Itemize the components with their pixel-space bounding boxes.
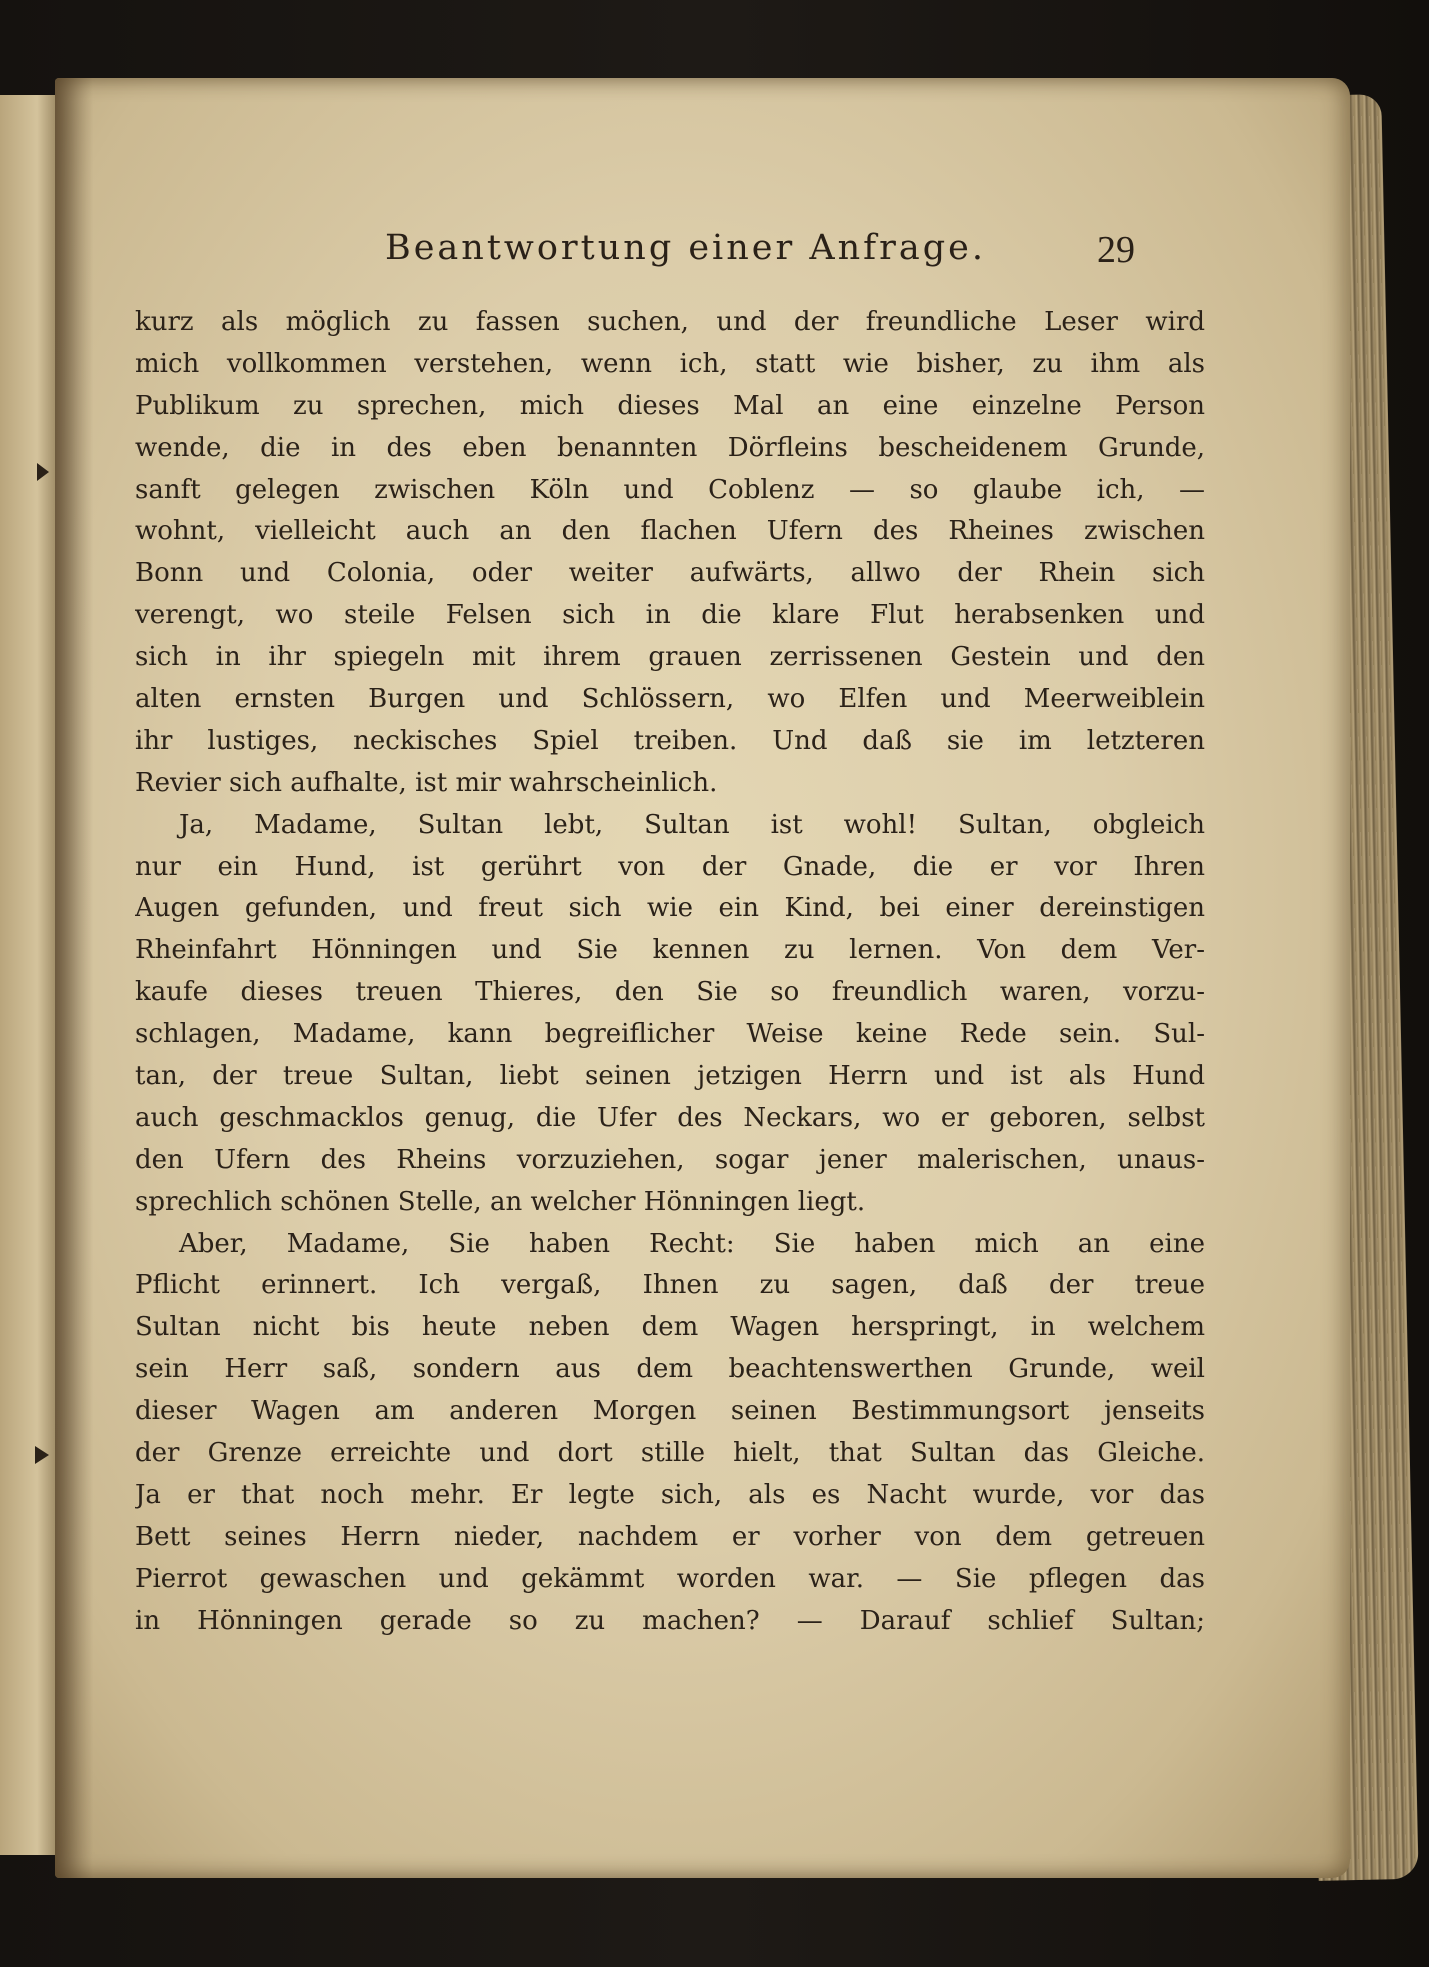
facing-page-edge [0,95,62,1855]
text-line: Rheinfahrt Hönningen und Sie kennen zu lernen. Von dem Ver- [135,935,1205,966]
running-title: Beantwortung einer Anfrage. [385,228,986,268]
text-line: in Hönningen gerade so zu machen? — Darauf schlief Sultan; [135,1605,1205,1636]
text-line: Pierrot gewaschen und gekämmt worden war. — Sie pflegen das [135,1563,1205,1594]
text-line: kaufe dieses treuen Thieres, den Sie so freundlich waren, vorzu- [135,977,1205,1008]
page-header [55,228,1350,288]
text-line: tan, der treue Sultan, liebt seinen jetzigen Herrn und ist als Hund [135,1061,1205,1092]
text-line: sanft gelegen zwischen Köln und Coblenz — so glaube ich, — [135,474,1205,505]
text-line: Bett seines Herrn nieder, nachdem er vorher von dem getreuen [135,1521,1205,1552]
text-line: Pflicht erinnert. Ich vergaß, Ihnen zu sagen, daß der treue [135,1270,1205,1301]
text-line: kurz als möglich zu fassen suchen, und der freundliche Leser wird [135,307,1205,337]
text-line: alten ernsten Burgen und Schlössern, wo Elfen und Meerweiblein [135,684,1205,715]
text-line: nur ein Hund, ist gerührt von der Gnade, die er vor Ihren [135,851,1205,882]
text-line: auch geschmacklos genug, die Ufer des Neckars, wo er geboren, selbst [135,1102,1205,1133]
text-line: sprechlich schönen Stelle, an welcher Hönningen liegt. [135,1186,866,1217]
text-line: verengt, wo steile Felsen sich in die klare Flut herabsenken und [135,600,1205,631]
page-gutter-shadow [55,78,93,1878]
text-line: Revier sich aufhalte, ist mir wahrscheinlich. [135,767,718,798]
text-line: dieser Wagen am anderen Morgen seinen Bestimmungsort jenseits [135,1396,1205,1427]
text-line: Ja, Madame, Sultan lebt, Sultan ist wohl! Sultan, obgleich [179,809,1205,840]
text-line: den Ufern des Rheins vorzuziehen, sogar jener malerischen, unaus- [135,1144,1205,1175]
text-line: wende, die in des eben benannten Dörfleins bescheidenem Grunde, [135,432,1205,463]
text-line: sich in ihr spiegeln mit ihrem grauen zerrissenen Gestein und den [135,642,1205,673]
text-line: sein Herr saß, sondern aus dem beachtenswerthen Grunde, weil [135,1354,1205,1385]
text-line: ihr lustiges, neckisches Spiel treiben. Und daß sie im letzteren [135,725,1205,756]
book-page [55,78,1350,1878]
margin-mark [37,463,49,481]
text-line: Sultan nicht bis heute neben dem Wagen herspringt, in welchem [135,1312,1205,1343]
body-text [135,302,1205,1643]
text-line: Bonn und Colonia, oder weiter aufwärts, allwo der Rhein sich [135,558,1205,589]
text-line: der Grenze erreichte und dort stille hielt, that Sultan das Gleiche. [135,1438,1205,1469]
page-number: 29 [1097,229,1135,271]
text-line: schlagen, Madame, kann begreiflicher Weise keine Rede sein. Sul- [135,1019,1205,1050]
text-line: Aber, Madame, Sie haben Recht: Sie haben mich an eine [179,1228,1205,1259]
text-line: Ja er that noch mehr. Er legte sich, als es Nacht wurde, vor das [135,1479,1205,1510]
text-line: Publikum zu sprechen, mich dieses Mal an eine einzelne Person [135,390,1205,421]
text-line: mich vollkommen verstehen, wenn ich, statt wie bisher, zu ihm als [135,348,1205,379]
text-line: Augen gefunden, und freut sich wie ein Kind, bei einer dereinstigen [135,893,1205,924]
margin-mark [35,1446,49,1464]
text-line: wohnt, vielleicht auch an den flachen Ufern des Rheines zwischen [135,516,1205,547]
